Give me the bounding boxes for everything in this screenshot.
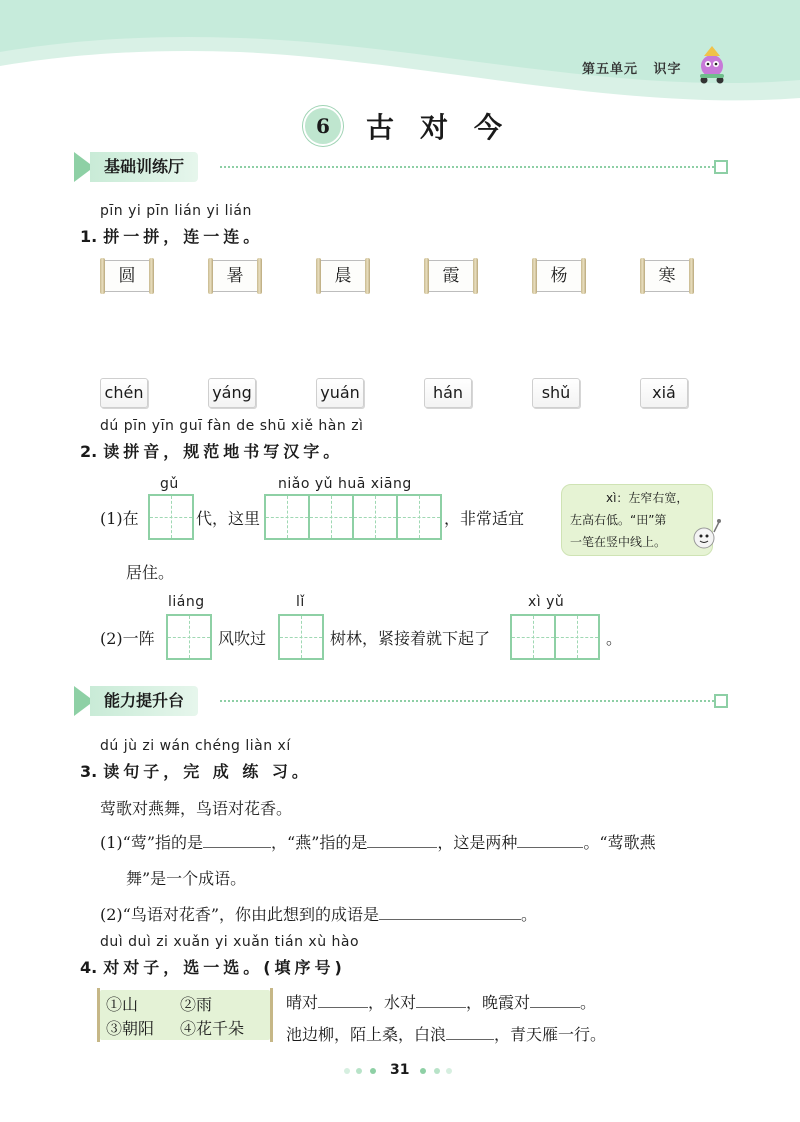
q4-l1-d: 。 <box>580 993 597 1012</box>
q4-line-1 <box>286 990 596 1013</box>
unit-label <box>582 58 692 77</box>
tip-line-1: xì：左窄右宽， <box>606 491 689 505</box>
q3-p2-b: 。 <box>521 905 538 924</box>
answer-blank[interactable] <box>379 903 521 920</box>
q3-p1-a: (1)“莺”指的是 <box>100 833 204 852</box>
character-card-3[interactable]: 晨 <box>320 260 366 292</box>
mascot-icon <box>694 44 730 84</box>
q3-pinyin: dú jù zi wán chéng liàn xí <box>100 738 291 754</box>
character-card-1[interactable]: 圆 <box>104 260 150 292</box>
q4-l1-a: 晴对 <box>286 993 319 1012</box>
unit-category: 识字 <box>653 62 682 77</box>
section-title-basic: 基础训练厅 <box>90 152 198 182</box>
section-title-ability: 能力提升台 <box>90 686 198 716</box>
options-rail-left <box>97 988 100 1042</box>
answer-blank[interactable] <box>530 991 580 1008</box>
q2-title-text: 读拼音，规范地书写汉字。 <box>103 442 344 461</box>
q4-l1-c: ，晚霞对 <box>466 993 531 1012</box>
q4-l2-a: 池边柳，陌上桑，白浪 <box>286 1025 447 1044</box>
q2-s1-mid: 代，这里 <box>196 509 261 528</box>
option-3: ③朝阳 <box>106 1019 155 1038</box>
q4-title-text: 对对子，选一选。(填序号) <box>103 958 346 977</box>
q1-title-text: 拼一拼，连一连。 <box>103 227 264 246</box>
q3-p1-continuation: 舞”是一个成语。 <box>126 869 247 888</box>
footer-dot <box>370 1068 376 1074</box>
footer-dot <box>446 1068 452 1074</box>
q1-number: 1. <box>80 227 98 246</box>
character-card-6[interactable]: 寒 <box>644 260 690 292</box>
q4-l1-b: ，水对 <box>368 993 417 1012</box>
writing-grid-xiyu[interactable] <box>510 614 600 660</box>
grid-cell[interactable] <box>352 494 398 540</box>
q2-title <box>80 439 343 462</box>
option-4: ④花千朵 <box>180 1019 245 1038</box>
writing-grid-niaoyuhuaxiang[interactable] <box>264 494 442 540</box>
character-card-4[interactable]: 霞 <box>428 260 474 292</box>
grid-cell[interactable] <box>308 494 354 540</box>
lesson-title: 古对今 <box>366 111 529 144</box>
q1-title <box>80 224 263 247</box>
footer-dot <box>344 1068 350 1074</box>
q2-s2-mid: 风吹过 <box>218 629 267 648</box>
q2-s1-continuation: 居住。 <box>126 563 175 582</box>
q2-s2-pinyin-c: xì yǔ <box>528 594 565 610</box>
character-card-2[interactable]: 暑 <box>212 260 258 292</box>
footer-dot <box>434 1068 440 1074</box>
writing-grid-gu[interactable] <box>148 494 194 540</box>
q3-sentence: 莺歌对燕舞，鸟语对花香。 <box>100 799 293 818</box>
q4-l2-b: ，青天雁一行。 <box>494 1025 607 1044</box>
q3-title-text: 读句子，完 成 练 习。 <box>103 762 312 781</box>
pinyin-card-6[interactable]: xiá <box>640 378 688 408</box>
page-number: 31 <box>390 1062 410 1078</box>
answer-blank[interactable] <box>367 831 437 848</box>
q1-pinyin: pīn yi pīn lián yi lián <box>100 203 252 219</box>
grid-cell[interactable] <box>148 494 194 540</box>
grid-cell[interactable] <box>396 494 442 540</box>
character-card-5[interactable]: 杨 <box>536 260 582 292</box>
grid-cell[interactable] <box>278 614 324 660</box>
writing-grid-li[interactable] <box>278 614 324 660</box>
q2-s2-pinyin-a: liáng <box>168 594 205 610</box>
tip-line-2: 左高右低。“田”第 <box>570 513 667 527</box>
pinyin-card-3[interactable]: yuán <box>316 378 364 408</box>
option-2: ②雨 <box>180 995 213 1014</box>
tip-line-3: 一笔在竖中线上。 <box>570 535 667 549</box>
banner-dotted-line <box>220 166 714 168</box>
q3-p2-a: (2)“鸟语对花香”，你由此想到的成语是 <box>100 905 380 924</box>
q3-p2-line <box>100 902 537 925</box>
grid-cell[interactable] <box>510 614 556 660</box>
q3-p1-d: 。“莺歌燕 <box>583 833 656 852</box>
pinyin-card-1[interactable]: chén <box>100 378 148 408</box>
banner-end-box <box>714 160 728 174</box>
q2-pinyin: dú pīn yīn guī fàn de shū xiě hàn zì <box>100 418 364 434</box>
writing-grid-liang[interactable] <box>166 614 212 660</box>
q2-s2-mid2: 树林，紧接着就下起了 <box>330 629 491 648</box>
pinyin-card-4[interactable]: hán <box>424 378 472 408</box>
q3-p1-c: ，这是两种 <box>437 833 518 852</box>
q3-p1-b: ，“燕”指的是 <box>271 833 368 852</box>
q2-s2-label: (2)一阵 <box>100 629 155 648</box>
footer-dot <box>420 1068 426 1074</box>
answer-blank[interactable] <box>318 991 368 1008</box>
header-wave-decoration <box>0 0 800 110</box>
options-box <box>100 990 270 1040</box>
q4-number: 4. <box>80 958 98 977</box>
options-rail-right <box>270 988 273 1042</box>
unit-name: 第五单元 <box>582 62 639 77</box>
q2-s1-tail: ，非常适宜 <box>444 509 525 528</box>
pinyin-card-5[interactable]: shǔ <box>532 378 580 408</box>
banner-end-box <box>714 694 728 708</box>
q4-title <box>80 955 346 978</box>
lesson-number: 6 <box>303 106 343 146</box>
answer-blank[interactable] <box>203 831 271 848</box>
q4-pinyin: duì duì zi xuǎn yi xuǎn tián xù hào <box>100 934 360 950</box>
q3-number: 3. <box>80 762 98 781</box>
banner-dotted-line <box>220 700 714 702</box>
section-banner-ability <box>74 686 730 716</box>
section-banner-basic <box>74 152 730 182</box>
q2-s1-pinyin-a: gǔ <box>160 476 179 492</box>
q2-s2-pinyin-b: lǐ <box>296 594 305 610</box>
answer-blank[interactable] <box>517 831 583 848</box>
answer-blank[interactable] <box>416 991 466 1008</box>
grid-cell[interactable] <box>166 614 212 660</box>
tip-mascot-icon <box>688 514 722 554</box>
option-1: ①山 <box>106 995 139 1014</box>
q2-s1-pinyin-b: niǎo yǔ huā xiāng <box>278 476 412 492</box>
q4-line-2 <box>286 1022 606 1045</box>
q2-number: 2. <box>80 442 98 461</box>
q3-p1-line <box>100 830 656 853</box>
grid-cell[interactable] <box>554 614 600 660</box>
footer-dot <box>356 1068 362 1074</box>
q2-s1-label: (1)在 <box>100 509 139 528</box>
q3-title <box>80 759 312 782</box>
answer-blank[interactable] <box>446 1023 494 1040</box>
q2-s2-tail: 。 <box>606 629 623 648</box>
grid-cell[interactable] <box>264 494 310 540</box>
pinyin-card-2[interactable]: yáng <box>208 378 256 408</box>
